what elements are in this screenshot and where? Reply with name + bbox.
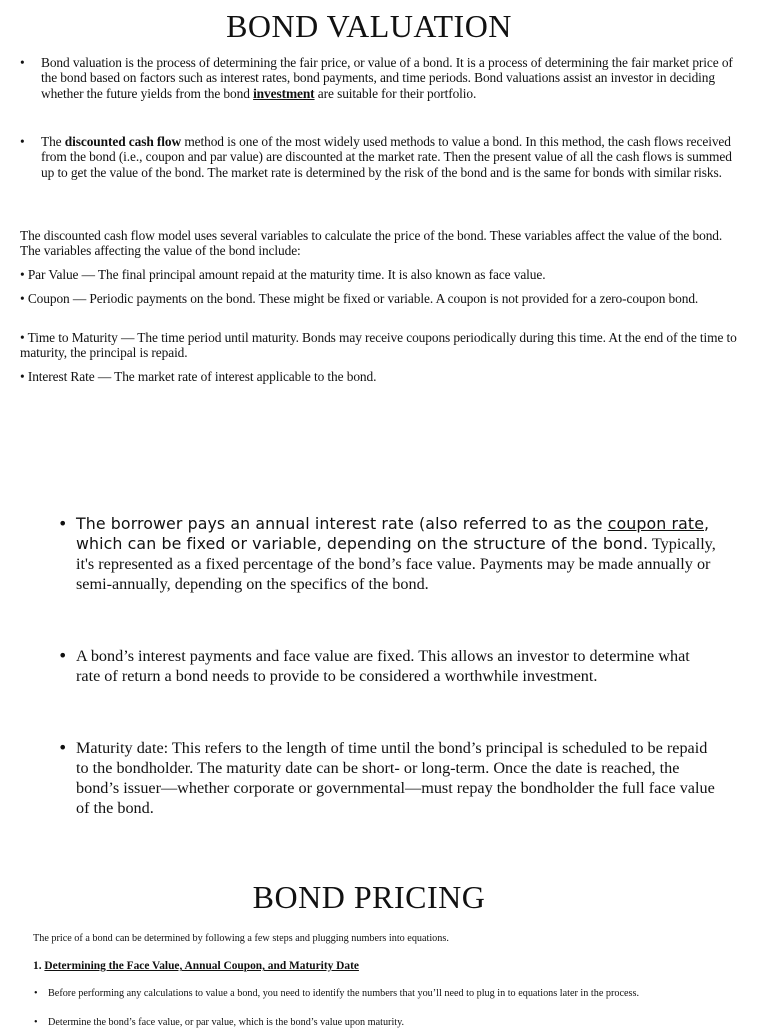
bullet-marker: •: [34, 1017, 38, 1028]
step-title: Determining the Face Value, Annual Coupon, and Maturity Date: [44, 960, 359, 972]
step-bullet-identify-numbers: Before performing any calculations to value a bond, you need to identify the numbers that you’ll need to plug in to equations later in the process.: [48, 988, 639, 999]
fixed-payments-point: A bond’s interest payments and face value are fixed. This allows an investor to determine what rate of return a bond needs to provide to be considered a worthwhile investment.: [76, 647, 690, 685]
bond-pricing-intro: The price of a bond can be determined by following a few steps and plugging numbers into equations.: [33, 933, 449, 944]
coupon-rate-text: The borrower pays an annual interest rate (also referred to as the: [76, 514, 608, 533]
dcf-bold-term: discounted cash flow: [64, 134, 182, 149]
variables-intro: The discounted cash flow model uses several variables to calculate the price of the bond. These variables affect the value of the bond. The variables affecting the value of the bond include:: [20, 228, 723, 259]
bullet-marker: •: [20, 134, 25, 149]
variable-time-to-maturity: • Time to Maturity — The time period until maturity. Bonds may receive coupons periodically during this time. At the end of the time to maturity, the principal is repaid.: [20, 330, 737, 361]
section-title-bond-pricing: BOND PRICING: [252, 879, 486, 915]
step-number: 1.: [33, 960, 42, 972]
bullet-marker: •: [58, 646, 68, 665]
maturity-date-point: Maturity date: This refers to the length of time until the bond’s principal is scheduled to be repaid to the bondholder. The maturity date can be short- or long-term. Once the date is reached, the bond’s issuer—whether corporate or governmental—must repay the bondholder the full face value of the bond.: [76, 739, 715, 817]
coupon-rate-text-end: , which can be fixed or variable, depending on the structure of the bond.: [76, 514, 710, 553]
variable-interest-rate: • Interest Rate — The market rate of interest applicable to the bond.: [20, 369, 377, 384]
bullet-marker: •: [20, 55, 25, 70]
page-title-bond-valuation: BOND VALUATION: [226, 8, 512, 44]
variable-coupon: • Coupon — Periodic payments on the bond. These might be fixed or variable. A coupon is not provided for a zero-coupon bond.: [20, 291, 699, 306]
discounted-cash-flow-paragraph: [41, 134, 745, 180]
definition-text-end: are suitable for their portfolio.: [314, 85, 477, 101]
variable-par-value: • Par Value — The final principal amount repaid at the maturity time. It is also known as face value.: [20, 267, 546, 282]
bullet-marker: •: [34, 988, 38, 999]
step-heading: [33, 960, 733, 972]
dcf-text-start: The: [41, 134, 65, 149]
coupon-rate-detail: Typically, it's represented as a fixed percentage of the bond’s face value. Payments may be made annually or semi-annually, depending on the specifics of the bond.: [76, 535, 716, 593]
bullet-marker: •: [58, 738, 68, 757]
coupon-rate-point: [76, 514, 716, 594]
bond-valuation-definition: [41, 55, 741, 101]
investment-link[interactable]: investment: [253, 85, 315, 101]
dcf-text: method is one of the most widely used methods to value a bond. In this method, the cash flows received from the bond (i.e., coupon and par value) are discounted at the market rate. Then the present value of all the cash flows is summed up to get the value of the bond. The market rate is determined by the risk of the bond and is the same for bonds with similar risks.: [41, 134, 732, 180]
definition-text: Bond valuation is the process of determining the fair price, or value of a bond. It is a process of determining the fair market price of the bond based on factors such as interest rates, bond payments, and time periods. Bond valuations assist an investor in deciding whether the future yields from the bond: [41, 55, 733, 101]
step-bullet-face-value: Determine the bond’s face value, or par value, which is the bond’s value upon maturity.: [48, 1017, 405, 1028]
bullet-marker: •: [58, 514, 68, 533]
coupon-rate-link[interactable]: coupon rate: [607, 514, 705, 533]
